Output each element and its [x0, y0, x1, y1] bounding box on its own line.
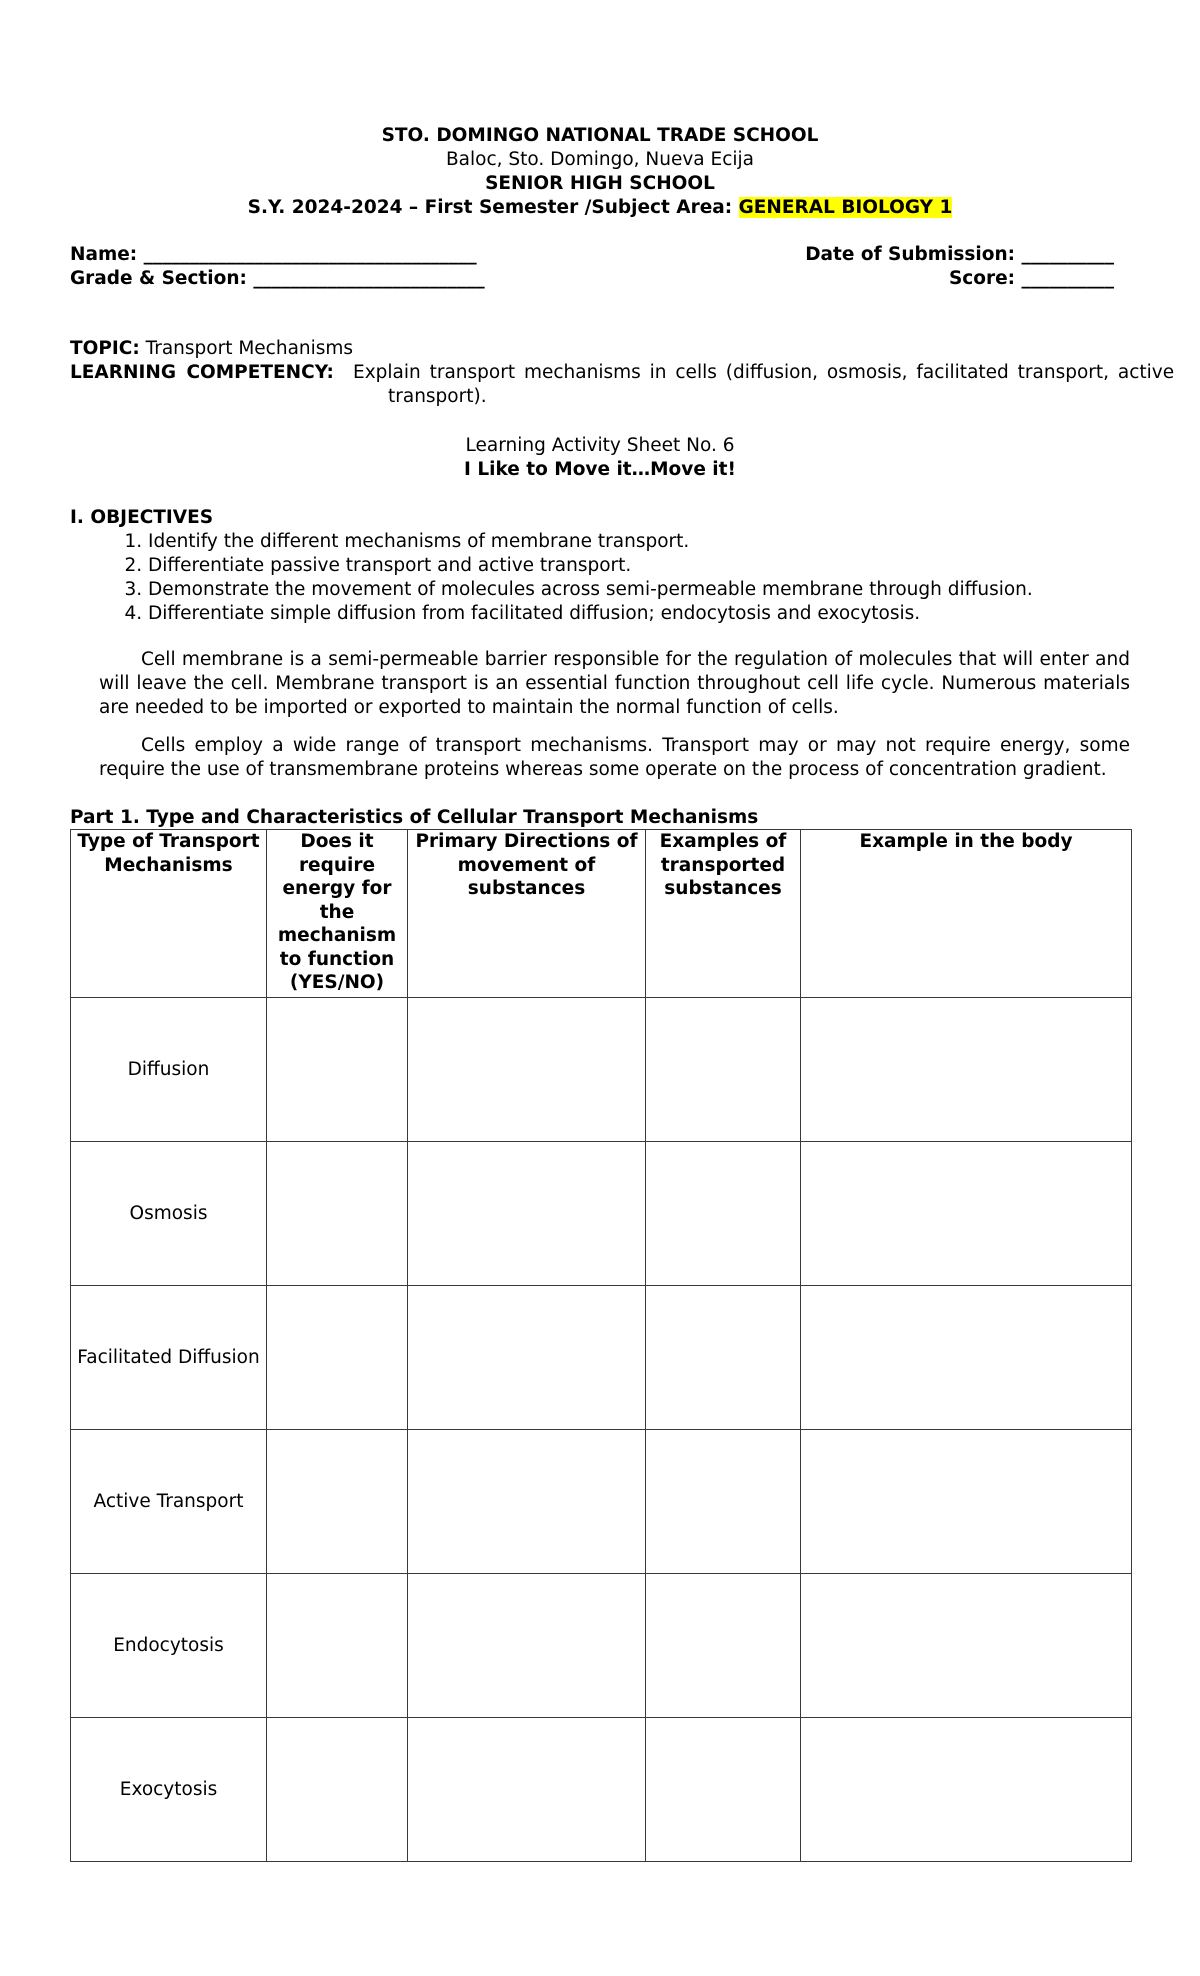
row-label-active-transport: Active Transport: [71, 1430, 267, 1574]
answer-cell[interactable]: [801, 1574, 1132, 1718]
date-of-submission-field: Date of Submission: __________: [805, 244, 1114, 265]
table-row: [71, 1574, 1132, 1718]
learning-competency: [70, 361, 1175, 409]
answer-cell[interactable]: [646, 1430, 801, 1574]
school-address: Baloc, Sto. Domingo, Nueva Ecija: [445, 149, 755, 170]
answer-cell[interactable]: [646, 1142, 801, 1286]
objective-item: 1. Identify the different mechanisms of membrane transport.: [148, 530, 1130, 554]
intro-paragraph-2: [99, 734, 1130, 782]
answer-cell[interactable]: [267, 1430, 408, 1574]
column-header-body-example: Example in the body: [801, 830, 1132, 998]
answer-cell[interactable]: [801, 1430, 1132, 1574]
answer-cell[interactable]: [646, 1286, 801, 1430]
column-header-direction: Primary Directions of movement of substances: [408, 830, 646, 998]
competency-text-line1: Explain transport mechanisms in cells (diffusion, osmosis, facilitated transport, active: [353, 362, 1175, 383]
table-row: [71, 1286, 1132, 1430]
school-name: STO. DOMINGO NATIONAL TRADE SCHOOL: [381, 125, 819, 146]
row-label-diffusion: Diffusion: [71, 998, 267, 1142]
table-row: [71, 1718, 1132, 1862]
answer-cell[interactable]: [408, 1142, 646, 1286]
answer-cell[interactable]: [267, 1142, 408, 1286]
paragraph-text: Cell membrane is a semi-permeable barrier responsible for the regulation of molecules that will enter and will leave the cell. Membrane transport is an essential function throughout cell life cycle. Numerous materials are needed to be imported or exported to maintain the normal function of cells.: [99, 649, 1130, 718]
grade-section-field: Grade & Section: _________________________: [70, 268, 485, 289]
competency-text-line2: transport).: [388, 386, 487, 407]
objective-item: 2. Differentiate passive transport and active transport.: [148, 554, 1130, 578]
school-year-line: [0, 196, 1200, 220]
field-row-1: [70, 243, 1114, 267]
department: SENIOR HIGH SCHOOL: [485, 173, 715, 194]
student-fields: [70, 243, 1114, 293]
answer-cell[interactable]: [801, 1142, 1132, 1286]
competency-label: LEARNING COMPETENCY:: [70, 362, 334, 383]
answer-cell[interactable]: [646, 1574, 801, 1718]
answer-cell[interactable]: [267, 1574, 408, 1718]
objectives-heading: I. OBJECTIVES: [70, 507, 214, 528]
school-year: S.Y. 2024-2024 – First Semester /Subject Area:: [247, 197, 739, 218]
row-label-exocytosis: Exocytosis: [71, 1718, 267, 1862]
part1-title: Part 1. Type and Characteristics of Cellular Transport Mechanisms: [70, 807, 759, 828]
table-row: [71, 1430, 1132, 1574]
intro-paragraph-1: [99, 648, 1130, 720]
column-header-type: Type of Transport Mechanisms: [71, 830, 267, 998]
table-row: [71, 1142, 1132, 1286]
sheet-title: I Like to Move it…Move it!: [464, 459, 736, 480]
answer-cell[interactable]: [267, 1286, 408, 1430]
objective-item: 3. Demonstrate the movement of molecules across semi-permeable membrane through diffusion.: [148, 578, 1130, 602]
answer-cell[interactable]: [408, 1286, 646, 1430]
answer-cell[interactable]: [408, 998, 646, 1142]
answer-cell[interactable]: [801, 1286, 1132, 1430]
objective-item: 4. Differentiate simple diffusion from facilitated diffusion; endocytosis and exocytosis.: [148, 602, 1130, 626]
row-label-osmosis: Osmosis: [71, 1142, 267, 1286]
row-label-facilitated-diffusion: Facilitated Diffusion: [71, 1286, 267, 1430]
activity-sheet-title-block: [0, 434, 1200, 482]
answer-cell[interactable]: [408, 1574, 646, 1718]
table-header-row: [71, 830, 1132, 998]
subject-area: GENERAL BIOLOGY 1: [738, 197, 953, 218]
sheet-number: Learning Activity Sheet No. 6: [465, 435, 735, 456]
topic-value: Transport Mechanisms: [139, 338, 354, 359]
answer-cell[interactable]: [801, 998, 1132, 1142]
objectives-section: [70, 506, 1130, 626]
answer-cell[interactable]: [267, 998, 408, 1142]
school-header: [0, 124, 1200, 220]
topic-line: [70, 337, 1130, 361]
answer-cell[interactable]: [801, 1718, 1132, 1862]
table-row: [71, 998, 1132, 1142]
column-header-energy: Does it require energy for the mechanism to function (YES/NO): [267, 830, 408, 998]
row-label-endocytosis: Endocytosis: [71, 1574, 267, 1718]
answer-cell[interactable]: [646, 1718, 801, 1862]
field-row-2: [70, 267, 1114, 291]
name-field: Name: ____________________________________: [70, 244, 477, 265]
answer-cell[interactable]: [646, 998, 801, 1142]
transport-mechanisms-table: [70, 829, 1132, 1862]
answer-cell[interactable]: [408, 1718, 646, 1862]
column-header-examples: Examples of transported substances: [646, 830, 801, 998]
score-field: Score: __________: [948, 268, 1114, 289]
answer-cell[interactable]: [408, 1430, 646, 1574]
objectives-list: [70, 530, 1130, 626]
answer-cell[interactable]: [267, 1718, 408, 1862]
topic-label: TOPIC:: [70, 338, 140, 359]
topic-section: [70, 337, 1175, 409]
paragraph-text: Cells employ a wide range of transport mechanisms. Transport may or may not require energy, some require the use of transmembrane proteins whereas some operate on the process of concentration gradient.: [99, 735, 1130, 780]
